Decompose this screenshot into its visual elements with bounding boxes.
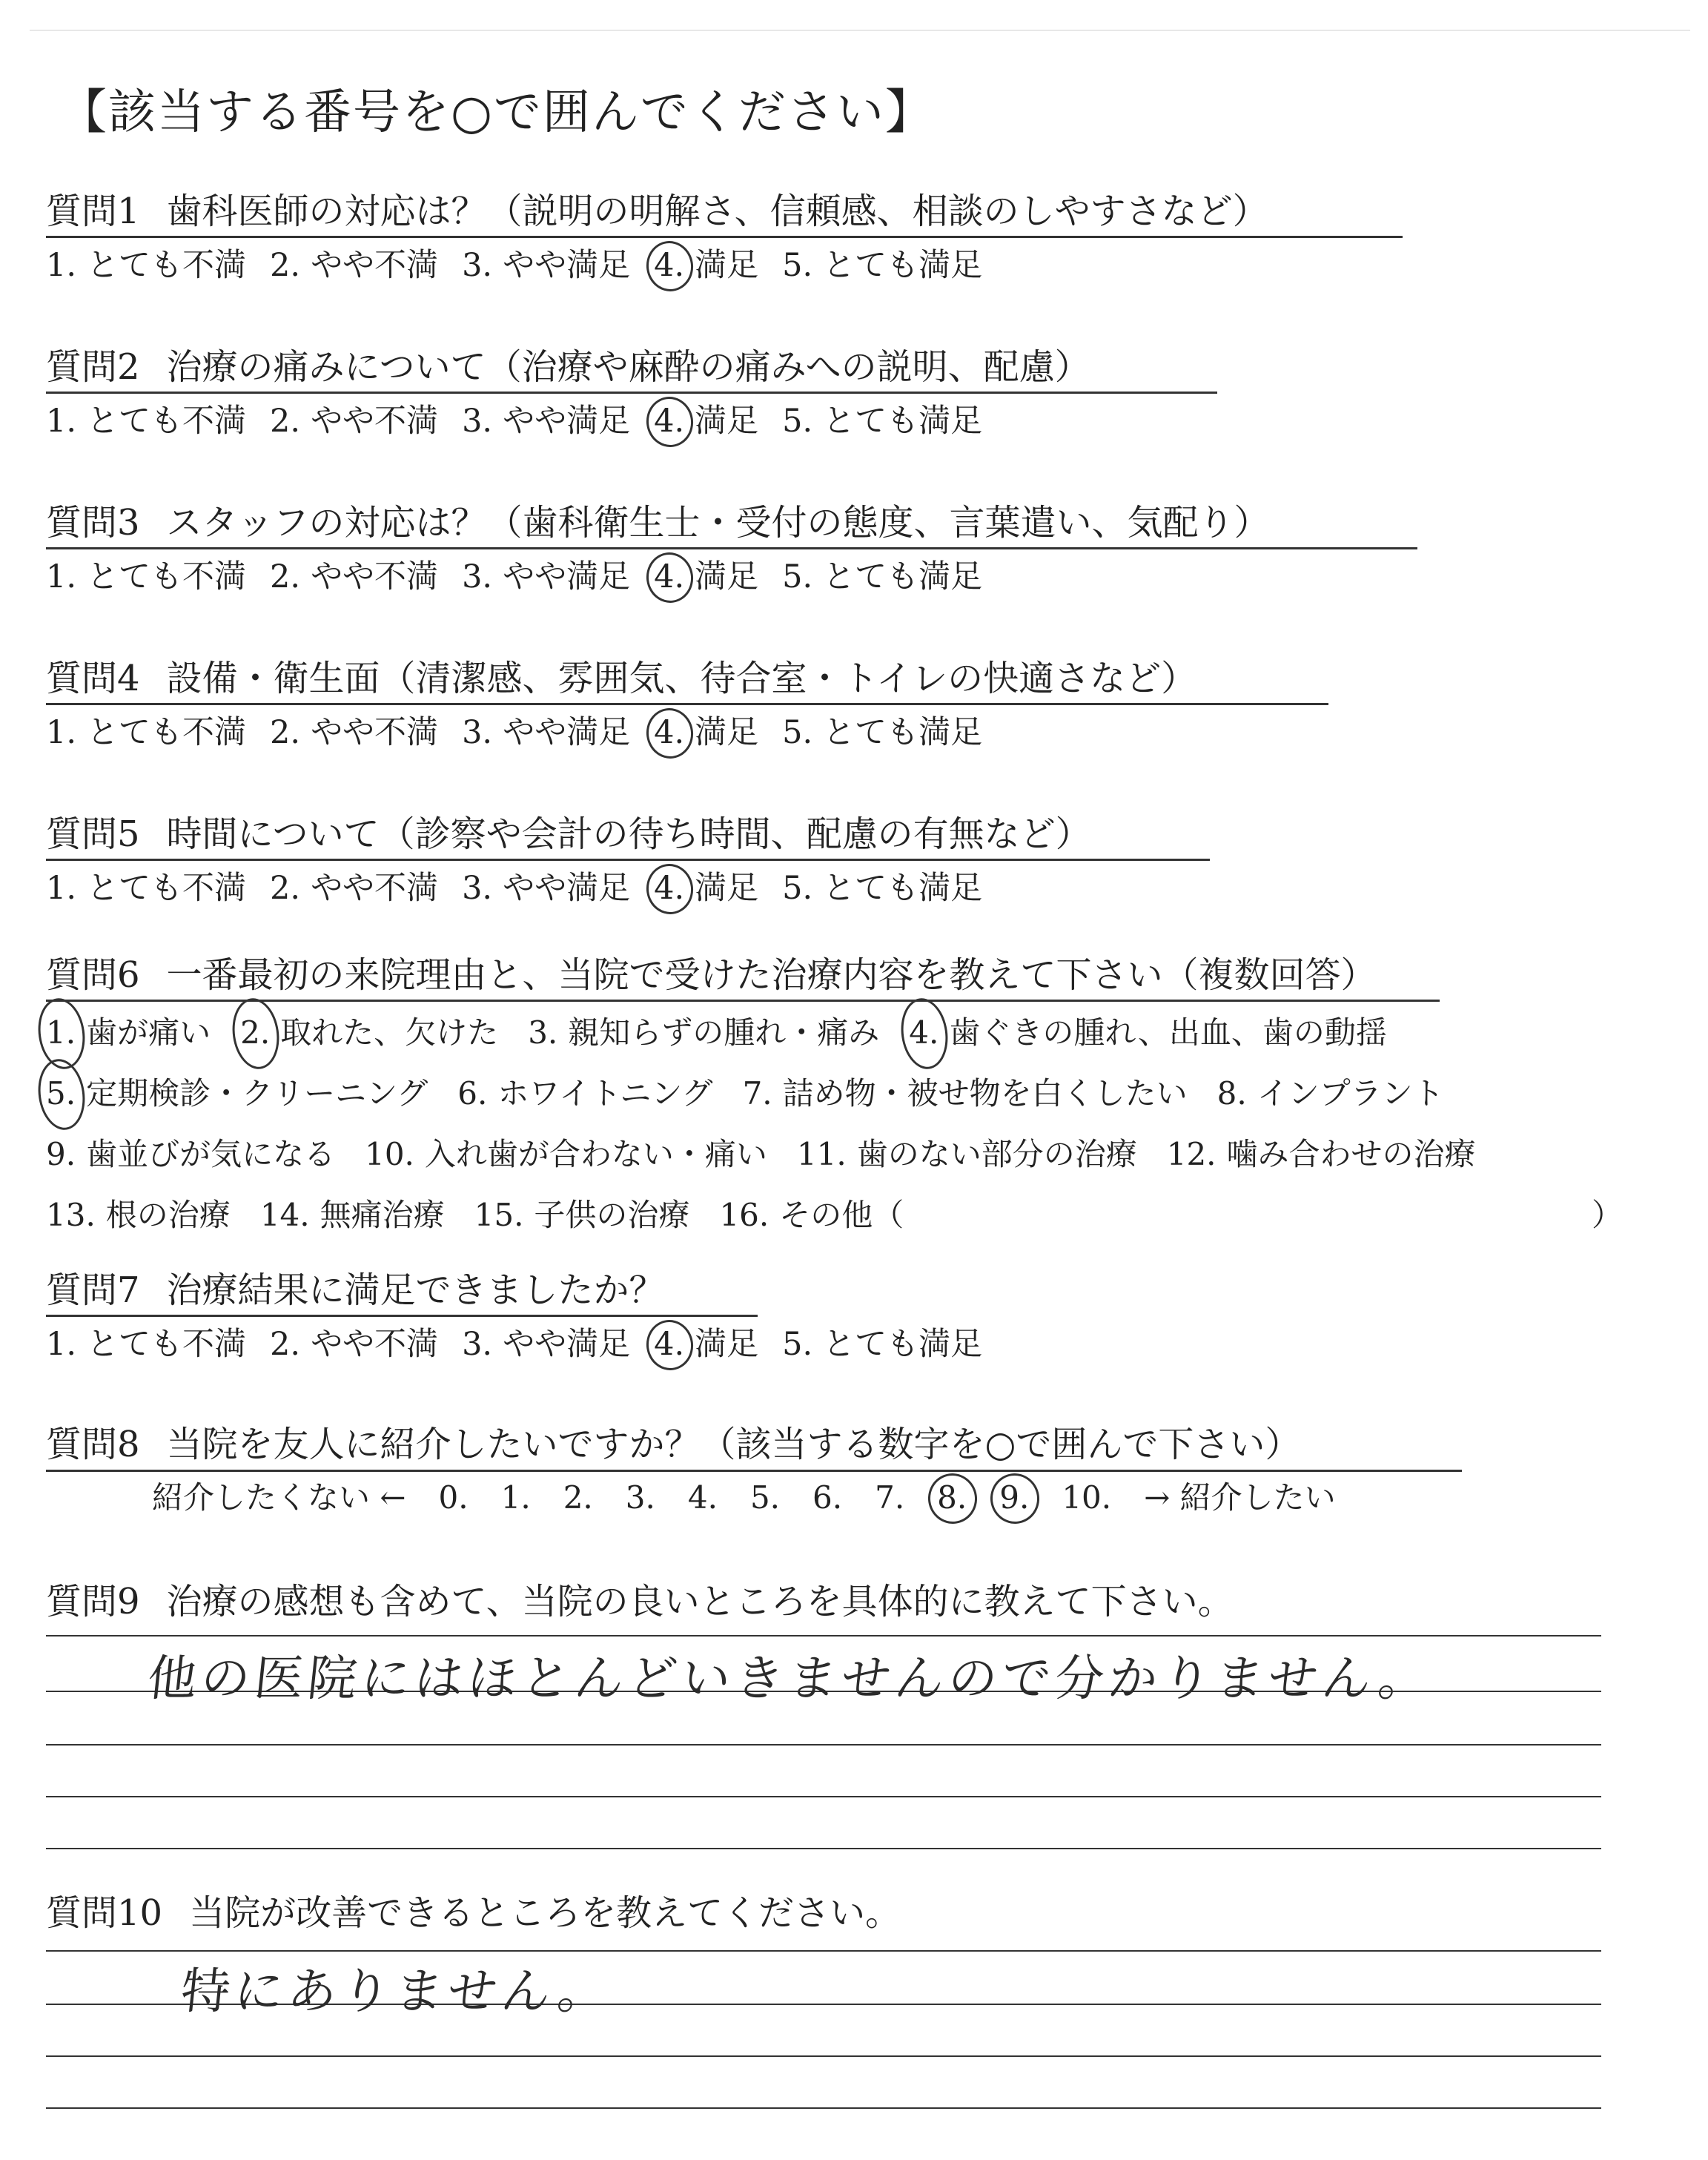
rating-option[interactable]: [782, 401, 982, 441]
option-number: 4.: [654, 870, 685, 907]
option-label: とても不満: [87, 1326, 247, 1363]
question-text: 当院が改善できるところを教えてください。: [189, 1892, 901, 1934]
rating-option[interactable]: [782, 1324, 982, 1364]
question-text: 一番最初の来院理由と、当院で受けた治療内容を教えて下さい（複数回答）: [166, 954, 1377, 996]
rating-option[interactable]: [46, 868, 246, 908]
scale-value[interactable]: 8.: [937, 1478, 967, 1518]
option-label: やや満足: [503, 870, 631, 907]
option-number: 13.: [46, 1197, 96, 1233]
answer-line: [46, 1848, 1601, 1849]
treatment-option[interactable]: [1217, 1063, 1444, 1124]
scale-left-label: 紹介したくない ←: [152, 1479, 406, 1516]
treatment-option[interactable]: [909, 1003, 1387, 1063]
rating-option[interactable]: [654, 401, 758, 441]
option-label: やや不満: [311, 870, 439, 907]
option-label: とても不満: [87, 870, 247, 907]
treatment-option[interactable]: [46, 1003, 211, 1063]
question-1-heading: [46, 189, 1268, 234]
option-number: 3.: [528, 1014, 558, 1051]
option-label: 定期検診・クリーニング: [86, 1075, 428, 1112]
question-number: 質問1: [46, 191, 140, 232]
question-number: 質問6: [46, 954, 140, 996]
rating-option[interactable]: [782, 245, 982, 285]
option-label: 根の治療: [105, 1197, 231, 1233]
rating-option[interactable]: [462, 401, 630, 441]
option-number: 3.: [462, 558, 493, 595]
option-number: 1.: [46, 870, 77, 907]
option-label: やや満足: [503, 558, 631, 595]
answer-line: [46, 2107, 1601, 2109]
question-text: 時間について（診察や会計の待ち時間、配慮の有無など）: [166, 813, 1091, 855]
treatment-option[interactable]: [528, 1003, 879, 1063]
option-number: 8.: [1217, 1075, 1247, 1112]
recommend-scale: [152, 1478, 1336, 1518]
question-text: スタッフの対応は？（歯科衛生士・受付の態度、言葉遣い、気配り）: [166, 502, 1270, 544]
rating-option[interactable]: [46, 557, 246, 597]
option-label: 歯のない部分の治療: [856, 1136, 1137, 1172]
question-4-underline: [46, 703, 1328, 705]
question-number: 質問9: [46, 1581, 140, 1622]
question-2-heading: [46, 345, 1090, 389]
handwritten-answer-9: 他の医院にはほとんどいきませんので分かりません。: [145, 1650, 1435, 1707]
treatment-option[interactable]: [474, 1185, 690, 1246]
rating-option[interactable]: [654, 713, 758, 753]
option-number: 2.: [270, 558, 301, 595]
option-label: 歯並びが気になる: [86, 1136, 336, 1172]
treatment-option[interactable]: [46, 1124, 335, 1185]
option-number: 2.: [270, 1326, 301, 1363]
question-3-underline: [46, 547, 1417, 549]
question-text: 歯科医師の対応は？（説明の明解さ、信頼感、相談のしやすさなど）: [166, 191, 1268, 232]
option-label: やや満足: [503, 403, 631, 440]
scale-value[interactable]: 6.: [812, 1479, 843, 1516]
option-number: 4.: [654, 403, 685, 440]
survey-title: 【該当する番号を○で囲んでください】: [59, 85, 934, 140]
question-8-underline: [46, 1470, 1462, 1472]
answer-line: [46, 1744, 1601, 1745]
treatment-option[interactable]: [46, 1185, 231, 1246]
option-number: 2.: [240, 1003, 270, 1063]
question-1-underline: [46, 236, 1403, 238]
option-label: やや満足: [503, 247, 631, 284]
option-label: とても不満: [87, 247, 247, 284]
option-label: 満足: [695, 870, 759, 907]
option-number: 1.: [46, 403, 77, 440]
rating-option[interactable]: [782, 713, 982, 753]
scale-value[interactable]: 0.: [438, 1479, 469, 1516]
question-7-heading: [46, 1268, 665, 1312]
option-label: とても満足: [823, 558, 983, 595]
option-label: やや不満: [311, 1326, 439, 1363]
option-label: 満足: [695, 403, 759, 440]
option-number: 4.: [909, 1003, 939, 1063]
option-label: とても満足: [823, 714, 983, 751]
option-number: 4.: [654, 558, 685, 595]
option-label: 詰め物・被せ物を白くしたい: [782, 1075, 1188, 1112]
rating-option[interactable]: [462, 868, 630, 908]
scale-value[interactable]: 4.: [687, 1479, 718, 1516]
rating-option[interactable]: [270, 1324, 438, 1364]
rating-option[interactable]: [270, 245, 438, 285]
scale-value[interactable]: 9.: [999, 1478, 1029, 1518]
treatment-option[interactable]: [797, 1124, 1137, 1185]
option-label: その他（: [779, 1197, 904, 1233]
options-row: [46, 1124, 1506, 1185]
rating-option[interactable]: [654, 245, 758, 285]
answer-line: [46, 1796, 1601, 1797]
rating-option[interactable]: [462, 1324, 630, 1364]
question-number: 質問8: [46, 1424, 140, 1465]
treatment-option[interactable]: [260, 1185, 445, 1246]
option-number: 12.: [1166, 1136, 1217, 1172]
question-5-underline: [46, 859, 1210, 861]
option-number: 5.: [782, 870, 813, 907]
option-number: 2.: [270, 247, 301, 284]
question-5-options: [46, 868, 1006, 908]
rating-option[interactable]: [46, 245, 246, 285]
rating-option[interactable]: [270, 868, 438, 908]
treatment-option[interactable]: [1167, 1124, 1476, 1185]
scale-value[interactable]: 7.: [875, 1479, 905, 1516]
rating-option[interactable]: [654, 557, 758, 597]
option-number: 3.: [462, 1326, 493, 1363]
option-label: ホワイトニング: [497, 1075, 713, 1112]
options-row: [46, 1063, 1506, 1124]
scale-value[interactable]: 5.: [749, 1479, 781, 1516]
scale-value[interactable]: 3.: [625, 1479, 655, 1516]
rating-option[interactable]: [782, 557, 982, 597]
options-row: [46, 1185, 1623, 1246]
option-label: やや不満: [311, 558, 439, 595]
option-number: 1.: [46, 714, 77, 751]
option-number: 7.: [742, 1075, 772, 1112]
question-text: 治療の痛みについて（治療や麻酔の痛みへの説明、配慮）: [166, 346, 1090, 388]
rating-option[interactable]: [462, 713, 630, 753]
option-number: 4.: [654, 247, 685, 284]
treatment-option[interactable]: [743, 1063, 1188, 1124]
scale-value[interactable]: 10.: [1062, 1479, 1112, 1516]
option-label: 子供の治療: [534, 1197, 690, 1233]
question-text: 治療結果に満足できましたか？: [166, 1269, 665, 1311]
option-label: 歯ぐきの腫れ、出血、歯の動揺: [949, 1014, 1387, 1051]
option-number: 9.: [46, 1136, 76, 1172]
option-label: とても満足: [823, 403, 983, 440]
question-7-options: [46, 1324, 1006, 1364]
option-label: 入れ歯が合わない・痛い: [424, 1136, 767, 1172]
handwritten-answer-10: 特にありません。: [178, 1963, 615, 2020]
option-label: やや不満: [311, 247, 439, 284]
option-number: 4.: [654, 1326, 685, 1363]
question-number: 質問2: [46, 346, 140, 388]
question-1-options: [46, 245, 1006, 285]
option-label: 満足: [695, 247, 759, 284]
option-number: 5.: [782, 714, 813, 751]
option-label: 歯が痛い: [86, 1014, 211, 1051]
question-10-heading: [46, 1891, 901, 1935]
option-number: 11.: [796, 1136, 847, 1172]
question-7-underline: [46, 1315, 758, 1317]
option-number: 5.: [782, 403, 813, 440]
option-label: とても不満: [87, 558, 247, 595]
option-number: 5.: [782, 1326, 813, 1363]
option-number: 3.: [462, 714, 493, 751]
option-number: 10.: [365, 1136, 414, 1172]
option-number: 1.: [46, 1003, 76, 1063]
question-2-underline: [46, 392, 1217, 394]
question-number: 質問5: [46, 813, 140, 855]
option-label: 噛み合わせの治療: [1226, 1136, 1476, 1172]
question-text: 治療の感想も含めて、当院の良いところを具体的に教えて下さい。: [166, 1581, 1234, 1622]
rating-option[interactable]: [270, 713, 438, 753]
option-number: 3.: [462, 403, 493, 440]
question-number: 質問3: [46, 502, 140, 544]
option-label: とても不満: [87, 403, 247, 440]
option-number: 2.: [270, 403, 301, 440]
option-label: とても満足: [823, 870, 983, 907]
option-number: 16.: [719, 1197, 769, 1233]
option-label: やや不満: [311, 714, 439, 751]
question-text: 当院を友人に紹介したいですか？（該当する数字を○で囲んで下さい）: [166, 1424, 1301, 1465]
question-9-heading: [46, 1579, 1234, 1624]
option-label: 満足: [695, 1326, 759, 1363]
option-number: 2.: [270, 714, 301, 751]
rating-option[interactable]: [782, 868, 982, 908]
question-6-heading: [46, 953, 1377, 997]
option-number: 6.: [457, 1075, 488, 1112]
rating-option[interactable]: [270, 557, 438, 597]
question-5-heading: [46, 812, 1091, 856]
option-number: 3.: [462, 870, 493, 907]
option-label: とても不満: [87, 714, 247, 751]
treatment-option[interactable]: [719, 1185, 904, 1246]
question-2-options: [46, 401, 1006, 441]
options-row: [46, 1003, 1506, 1063]
rating-option[interactable]: [46, 401, 246, 441]
option-number: 5.: [782, 247, 813, 284]
option-label: 親知らずの腫れ・痛み: [568, 1014, 880, 1051]
scale-value[interactable]: 2.: [563, 1479, 593, 1516]
option-number: 1.: [46, 558, 77, 595]
question-4-heading: [46, 656, 1196, 701]
option-number: 3.: [462, 247, 493, 284]
scale-value[interactable]: 1.: [500, 1479, 531, 1516]
question-number: 質問7: [46, 1269, 140, 1311]
option-number: 1.: [46, 1326, 77, 1363]
option-label: やや不満: [311, 403, 439, 440]
question-4-options: [46, 713, 1006, 753]
question-3-options: [46, 557, 1006, 597]
rating-option[interactable]: [46, 1324, 246, 1364]
option-number: 1.: [46, 247, 77, 284]
option-label: とても満足: [823, 1326, 983, 1363]
answer-line: [46, 2055, 1601, 2057]
option-label: 無痛治療: [320, 1197, 445, 1233]
rating-option[interactable]: [46, 713, 246, 753]
question-3-heading: [46, 501, 1270, 545]
option-label: やや満足: [503, 1326, 631, 1363]
option-label: インプラント: [1257, 1075, 1444, 1112]
option-label: 満足: [695, 714, 759, 751]
treatment-option[interactable]: [365, 1124, 767, 1185]
option-number: 5.: [46, 1063, 76, 1124]
question-8-heading: [46, 1422, 1300, 1467]
answer-line: [46, 1635, 1601, 1636]
option-number: 2.: [270, 870, 301, 907]
option-number: 15.: [474, 1197, 524, 1233]
option-label: とても満足: [823, 247, 983, 284]
option-label: 取れた、欠けた: [280, 1014, 499, 1051]
option-label: 満足: [695, 558, 759, 595]
treatment-option[interactable]: [240, 1003, 498, 1063]
treatment-option[interactable]: [46, 1063, 428, 1124]
rating-option[interactable]: [462, 245, 630, 285]
rating-option[interactable]: [462, 557, 630, 597]
option-number: 5.: [782, 558, 813, 595]
option-label: やや満足: [503, 714, 631, 751]
page-edge: [30, 30, 1690, 31]
rating-option[interactable]: [270, 401, 438, 441]
question-number: 質問4: [46, 658, 140, 699]
other-close-paren: ）: [1592, 1197, 1623, 1233]
treatment-option[interactable]: [457, 1063, 712, 1124]
scale-right-label: → 紹介したい: [1144, 1479, 1336, 1516]
rating-option[interactable]: [654, 1324, 758, 1364]
question-6-options: [46, 1003, 1623, 1246]
rating-option[interactable]: [654, 868, 758, 908]
option-number: 14.: [259, 1197, 310, 1233]
question-text: 設備・衛生面（清潔感、雰囲気、待合室・トイレの快適さなど）: [166, 658, 1197, 699]
question-number: 質問10: [46, 1892, 163, 1934]
option-number: 4.: [654, 714, 685, 751]
